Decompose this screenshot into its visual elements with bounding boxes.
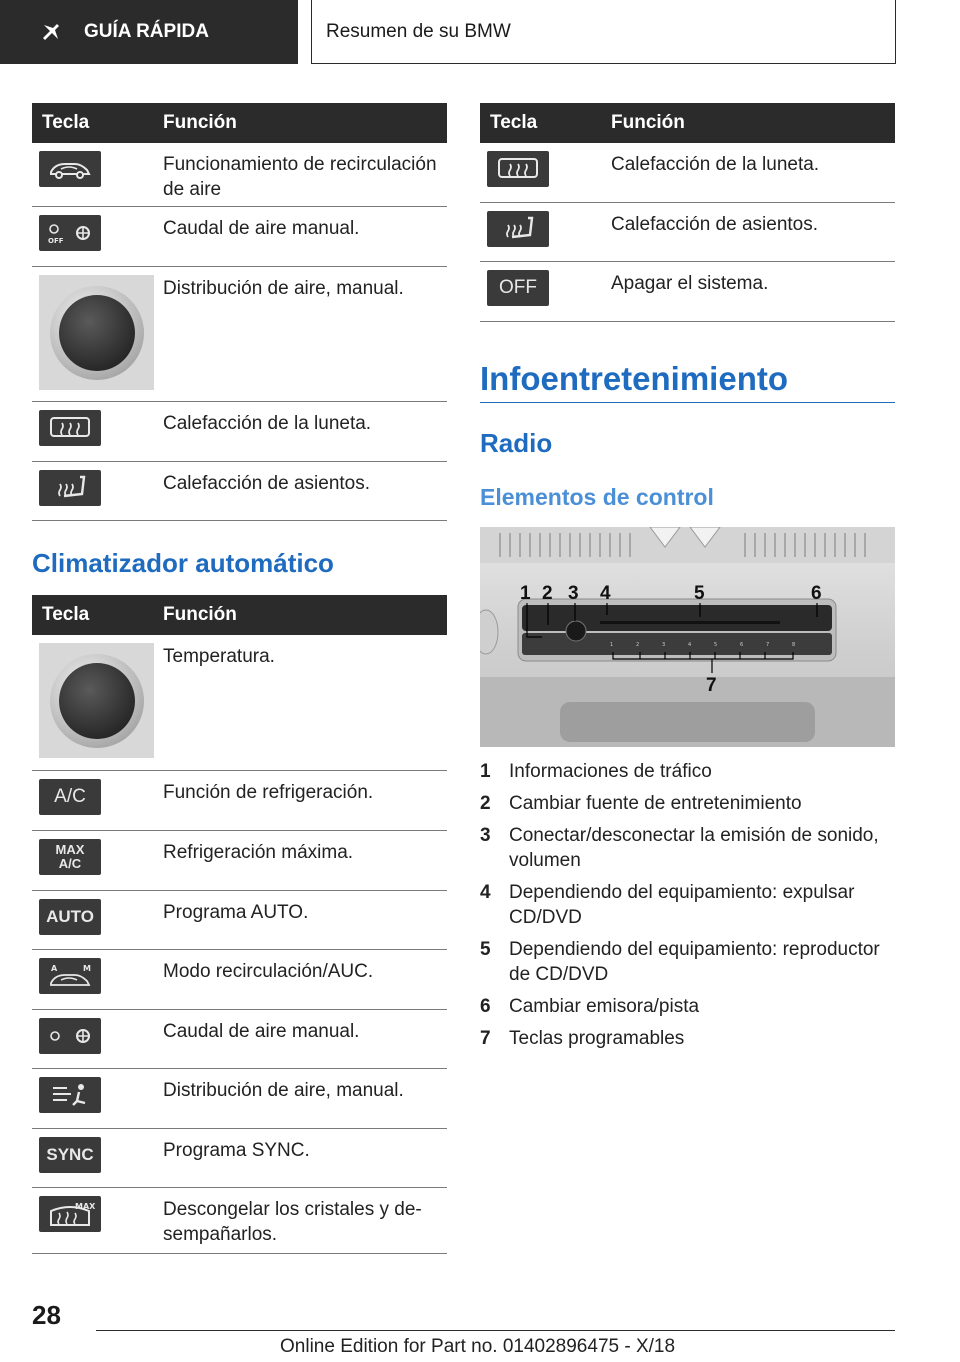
footer-edition: Online Edition for Part no. 01402896475 - X/18 — [280, 1336, 676, 1357]
svg-text:3: 3 — [662, 642, 666, 648]
row-text: Distribución de aire, manual. — [163, 1080, 404, 1101]
svg-text:4: 4 — [688, 642, 692, 648]
page-title-box — [311, 0, 896, 64]
section-tab — [0, 0, 298, 64]
callout-3: 3 — [568, 583, 579, 604]
col-function-header: Función — [163, 604, 237, 625]
svg-text:M: M — [83, 964, 91, 973]
row-text: Caudal de aire manual. — [163, 218, 360, 239]
section-title-controls: Elementos de control — [480, 484, 714, 510]
svg-text:OFF: OFF — [48, 237, 64, 245]
table-row — [480, 143, 895, 203]
svg-text:6: 6 — [740, 642, 744, 648]
item-text: Teclas programables — [509, 1028, 685, 1049]
item-number: 2 — [480, 793, 491, 814]
ac-key-icon — [39, 779, 101, 815]
section-title-infotainment: Infoentretenimiento — [480, 360, 789, 397]
table-row — [32, 462, 447, 521]
key-label: A/C — [54, 786, 86, 807]
page-number: 28 — [32, 1300, 61, 1330]
item-text: Dependiendo del equipamiento: expulsar CD/DVD — [509, 882, 855, 928]
list-item — [480, 823, 895, 873]
table-row — [32, 1010, 447, 1069]
table-row — [32, 1069, 447, 1129]
max-defrost-icon — [39, 1196, 101, 1232]
row-text: Función de refrigeración. — [163, 782, 374, 803]
table-row — [32, 1188, 447, 1254]
row-text: Calefacción de asientos. — [611, 214, 819, 235]
table-row — [480, 203, 895, 262]
footer-divider — [96, 1330, 895, 1331]
row-text: Funcionamiento de recirculación de aire — [163, 154, 437, 200]
list-item — [480, 791, 895, 816]
fan-speed-icon — [39, 1018, 101, 1054]
row-text: Refrigeración máxima. — [163, 842, 354, 863]
svg-text:7: 7 — [766, 642, 770, 648]
list-item — [480, 880, 895, 930]
table-header — [32, 595, 447, 635]
sync-key-icon — [39, 1137, 101, 1173]
recirculation-car-icon — [39, 151, 101, 187]
row-text: Distribución de aire, manual. — [163, 278, 404, 299]
key-table-3 — [480, 103, 895, 322]
table-header — [480, 103, 895, 143]
row-text: Descongelar los cristales y de-sempañarlos. — [163, 1199, 422, 1245]
table-row — [32, 207, 447, 267]
callout-4: 4 — [600, 583, 611, 604]
table-row — [32, 771, 447, 831]
auto-key-icon — [39, 899, 101, 935]
table-row — [32, 635, 447, 771]
row-text: Calefacción de asientos. — [163, 473, 371, 494]
callout-2: 2 — [542, 583, 553, 604]
callout-1: 1 — [520, 583, 531, 604]
table-row — [32, 831, 447, 891]
row-text: Programa SYNC. — [163, 1140, 310, 1161]
svg-text:1: 1 — [610, 642, 614, 648]
item-number: 3 — [480, 825, 491, 846]
table-row — [32, 891, 447, 950]
table-row — [32, 1129, 447, 1188]
svg-text:MAX: MAX — [75, 1202, 95, 1211]
item-text: Cambiar emisora/pista — [509, 996, 700, 1017]
item-number: 7 — [480, 1028, 491, 1049]
svg-text:A: A — [51, 964, 58, 973]
row-text: Calefacción de la luneta. — [163, 413, 372, 434]
item-number: 4 — [480, 882, 491, 903]
max-ac-key-icon — [39, 839, 101, 875]
rear-window-defrost-icon — [487, 151, 549, 187]
row-text: Apagar el sistema. — [611, 273, 769, 294]
table-row — [32, 143, 447, 207]
auc-recirculation-icon — [39, 958, 101, 994]
item-text: Dependiendo del equipamiento: reproductor de CD/DVD — [509, 939, 880, 985]
col-function-header: Función — [611, 112, 685, 133]
row-text: Programa AUTO. — [163, 902, 309, 923]
row-text: Modo recirculación/AUC. — [163, 961, 374, 982]
section-title-radio: Radio — [480, 428, 553, 458]
list-item — [480, 1026, 895, 1051]
section-title-climate: Climatizador automático — [32, 548, 334, 578]
list-item — [480, 759, 895, 784]
table-row — [32, 267, 447, 402]
row-text: Temperatura. — [163, 646, 275, 667]
off-key-icon — [487, 270, 549, 306]
item-text: Informaciones de tráfico — [509, 761, 712, 782]
seat-heating-icon — [39, 470, 101, 506]
callout-6: 6 — [811, 583, 822, 604]
table-row — [32, 402, 447, 462]
seat-heating-icon — [487, 211, 549, 247]
item-number: 6 — [480, 996, 491, 1017]
row-text: Caudal de aire manual. — [163, 1021, 360, 1042]
rear-window-defrost-icon — [39, 410, 101, 446]
key-table-2 — [32, 595, 447, 1254]
svg-text:8: 8 — [792, 642, 796, 648]
key-label: SYNC — [46, 1145, 94, 1164]
section-divider — [480, 402, 895, 403]
col-function-header: Función — [163, 112, 237, 133]
radio-control-panel-image — [480, 527, 895, 747]
fan-speed-off-icon — [39, 215, 101, 251]
col-key-header: Tecla — [42, 112, 90, 133]
key-label: MAX A/C — [55, 842, 85, 871]
col-key-header: Tecla — [490, 112, 538, 133]
control-elements-list — [480, 759, 895, 1058]
list-item — [480, 937, 895, 987]
item-text: Conectar/desconectar la emisión de sonido, volumen — [509, 825, 879, 871]
col-key-header: Tecla — [42, 604, 90, 625]
row-text: Calefacción de la luneta. — [611, 154, 820, 175]
callout-7: 7 — [706, 675, 717, 696]
table-row — [32, 950, 447, 1010]
callout-5: 5 — [694, 583, 705, 604]
page-title: Resumen de su BMW — [326, 20, 511, 42]
item-number: 1 — [480, 761, 491, 782]
item-text: Cambiar fuente de entretenimiento — [509, 793, 802, 814]
key-table-1 — [32, 103, 447, 521]
list-item — [480, 994, 895, 1019]
air-distribution-knob-icon — [39, 275, 154, 390]
table-header — [32, 103, 447, 143]
key-label: OFF — [499, 277, 537, 298]
svg-text:5: 5 — [714, 642, 718, 648]
air-distribution-icon — [39, 1077, 101, 1113]
table-row — [480, 262, 895, 322]
section-label: GUÍA RÁPIDA — [84, 21, 209, 42]
key-label: AUTO — [46, 907, 94, 926]
pushpin-icon — [38, 19, 64, 45]
item-number: 5 — [480, 939, 491, 960]
temperature-knob-icon — [39, 643, 154, 758]
svg-text:2: 2 — [636, 642, 640, 648]
